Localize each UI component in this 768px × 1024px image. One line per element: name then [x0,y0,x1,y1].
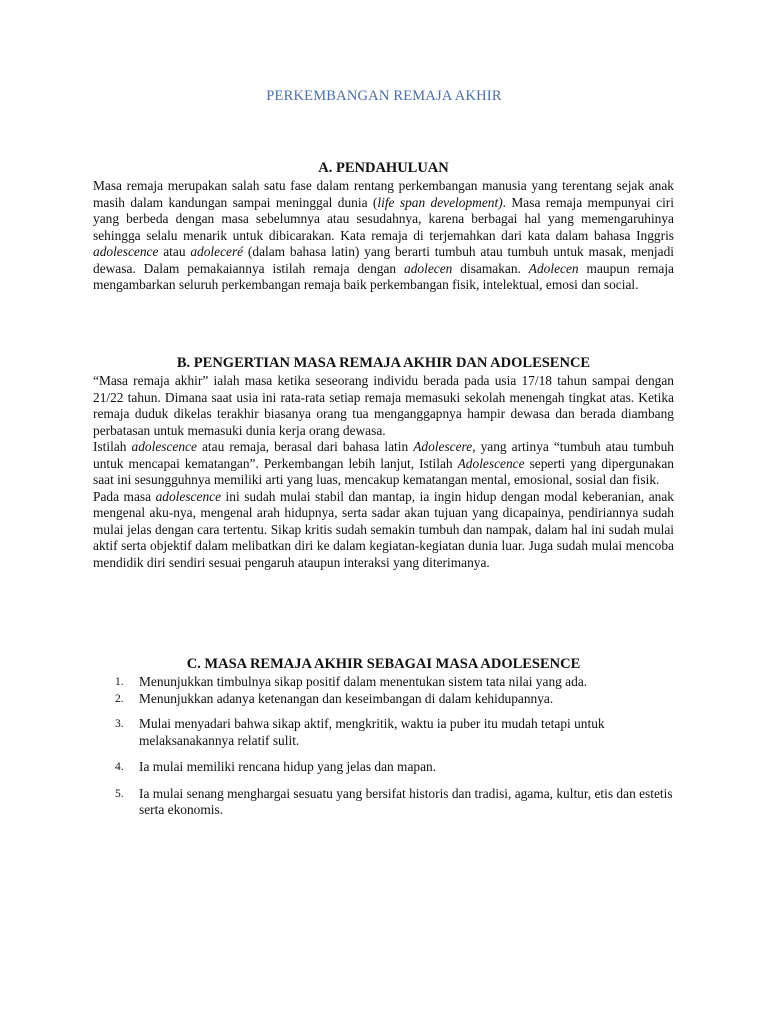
italic-term: adoleceré [190,244,244,259]
section-heading: A. PENDAHULUAN [318,160,449,176]
list-item-text: Menunjukkan timbulnya sikap positif dalam menentukan sistem tata nilai yang ada. [139,674,588,689]
list-item [93,674,674,691]
list-item [93,786,674,819]
numbered-list [93,674,674,819]
list-item [93,691,674,708]
list-number: 2. [115,692,124,705]
paragraph: “Masa remaja akhir” ialah masa ketika seseorang individu berada pada usia 17/18 tahun sampai dengan 21/22 tahun. Dimana saat usia ini rata-rata setiap remaja memasuki sekolah menengah tingkat atas. Ketika remaja duduk dikelas terakhir biasanya orang tua menganggapnya hampir dewasa dan berada diambang perbatasan untuk memasuki dunia kerja orang dewasa. [93,373,674,438]
list-item-text: Ia mulai memiliki rencana hidup yang jelas dan mapan. [139,759,437,774]
list-number: 1. [115,676,124,688]
paragraph: Masa remaja merupakan salah satu fase dalam rentang perkembangan manusia yang terentang sejak anak masih dalam kandungan sampai meninggal dunia (life span development). Masa remaja mempunyai ciri yang berbeda dengan masa sebelumnya atau sesudahnya, karena berbagai hal yang memengaruhinya sehingga selalu menarik untuk dibicarakan. Kata remaja di terjemahkan dari kata dalam bahasa Inggris adolescence atau adoleceré (dalam bahasa latin) yang berarti tumbuh atau tumbuh untuk masak, menjadi dewasa. Dalam pemakaiannya istilah remaja dengan adolecen disamakan. Adolecen maupun remaja mengambarkan seluruh perkembangan remaja baik perkembangan fisik, intelektual, emosi dan social. [93,178,674,292]
section-heading: C. MASA REMAJA AKHIR SEBAGAI MASA ADOLESENCE [186,656,581,672]
list-item-text: Menunjukkan adanya ketenangan dan keseimbangan di dalam kehidupannya. [139,690,554,706]
paragraph: Pada masa adolescence ini sudah mulai stabil dan mantap, ia ingin hidup dengan modal keberanian, anak mengenal aku-nya, mengenal arah hidupnya, serta sadar akan tujuan yang dicapainya, pendiriannya sudah mulai jelas dengan cara tertentu. Sikap kritis sudah semakin tumbuh dan nampak, dalam hal ini sudah mulai aktif serta objektif dalam melibatkan diri ke dalam kegiatan-kegiatan dunia luar. Juga sudah mulai mencoba mendidik diri sendiri sesuai pengaruh ataupun interaksi yang diterimanya. [93,488,674,570]
list-item [93,759,674,776]
list-number: 4. [115,761,124,773]
list-item-text: Ia mulai senang menghargai sesuatu yang bersifat historis dan tradisi, agama, kultur, etis dan estetis serta ekonomis. [139,785,673,817]
italic-term: Adolescence [457,455,525,471]
list-number: 5. [115,787,124,800]
italic-term: adolescence [155,488,222,504]
section-pengertian [93,355,674,571]
section-heading: B. PENGERTIAN MASA REMAJA AKHIR DAN ADOLESENCE [176,355,591,371]
section-pendahuluan [93,160,674,294]
list-number: 3. [115,718,124,730]
italic-term: adolescence [131,439,197,454]
italic-term: life span development) [377,194,503,210]
list-item [93,716,674,749]
italic-term: Adolecen [528,260,579,276]
list-item-text: Mulai menyadari bahwa sikap aktif, mengkritik, waktu ia puber itu mudah tetapi untuk melaksanakannya relatif sulit. [139,716,605,748]
italic-term: adolecen [404,260,453,276]
document-title: PERKEMBANGAN REMAJA AKHIR [266,88,502,104]
italic-term: Adolescere [413,439,473,454]
italic-term: adolescence [93,244,159,259]
paragraph: Istilah adolescence atau remaja, berasal dari bahasa latin Adolescere, yang artinya “tumbuh atau tumbuh untuk mencapai kematangan”. Perkembangan lebih lanjut, Istilah Adolescence seperti yang dipergunakan saat ini sesungguhnya memiliki arti yang luas, mencakup kematangan mental, emosional, sosial dan fisik. [93,439,675,487]
section-masa-adolesence [93,656,674,819]
